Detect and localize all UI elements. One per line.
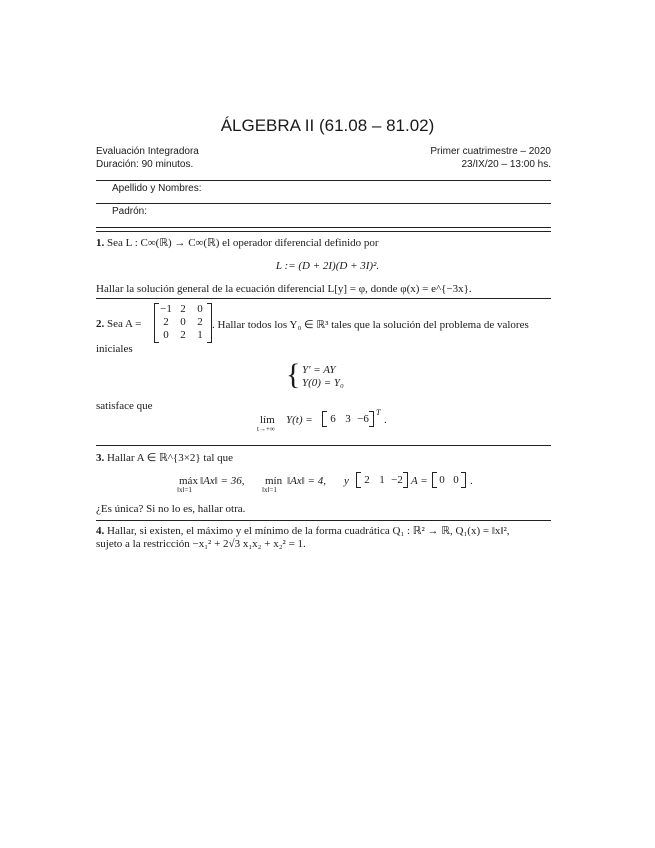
vector-entry: 1 <box>379 474 385 486</box>
divider <box>96 520 551 521</box>
exam-type: Evaluación Integradora <box>96 146 199 157</box>
divider <box>96 445 551 446</box>
matrix-cell: 0 <box>163 329 169 341</box>
problem-4-text: Hallar, si existen, el máximo y el mínimo de la forma cuadrática Q₁ : ℝ² → ℝ, Q₁(x) = ‖x‖², <box>107 525 510 537</box>
matrix-cell: 0 <box>180 316 186 328</box>
problem-1-text: Sea L : C∞(ℝ) → C∞(ℝ) el operador diferencial definido por <box>107 237 379 249</box>
system-brace: { <box>286 358 301 391</box>
problem-3-question: ¿Es única? Si no lo es, hallar otra. <box>96 503 246 515</box>
problem-2-number: 2. <box>96 318 105 330</box>
limit-operator: lím <box>260 414 275 426</box>
row-vector-1 <box>356 472 408 488</box>
problem-1-intro <box>96 236 379 249</box>
vector-entry: 2 <box>364 474 370 486</box>
problem-1-number: 1. <box>96 237 105 249</box>
matrix-cell: −1 <box>160 303 172 315</box>
page-title: ÁLGEBRA II (61.08 – 81.02) <box>220 116 435 135</box>
row-vector-2 <box>432 472 466 488</box>
problem-4-line-2: sujeto a la restricción −x₁² + 2√3 x₁x₂ + x₂² = 1. <box>96 538 306 550</box>
problem-2-intro <box>96 318 141 330</box>
problem-1-task: Hallar la solución general de la ecuación diferencial L[y] = φ, donde φ(x) = e^{−3x}. <box>96 283 472 295</box>
id-field-label: Padrón: <box>112 206 148 217</box>
exam-term: Primer cuatrimestre – 2020 <box>430 146 551 157</box>
problem-3-text: Hallar A ∈ ℝ^{3×2} tal que <box>107 452 234 464</box>
problem-1-equation: L := (D + 2I)(D + 3I)². <box>275 260 380 272</box>
matrix-cell: 0 <box>197 303 203 315</box>
matrix-cell: 2 <box>180 329 186 341</box>
divider <box>96 231 551 232</box>
matrix-a <box>154 303 212 343</box>
min-operator: mín <box>265 475 283 487</box>
problem-3-intro <box>96 451 233 464</box>
divider <box>96 298 551 299</box>
vector-entry: 0 <box>439 474 445 486</box>
matrix-cell: 2 <box>163 316 169 328</box>
conjunction: y <box>344 475 349 487</box>
max-subscript: ‖x‖=1 <box>177 486 192 494</box>
problem-2-sea: Sea A = <box>107 318 142 330</box>
name-field-label: Apellido y Nombres: <box>112 183 202 194</box>
limit-subscript: t→+∞ <box>257 425 275 433</box>
divider <box>96 180 551 181</box>
max-expression: ‖Ax‖ = 36, <box>200 475 245 487</box>
exam-date: 23/IX/20 – 13:00 hs. <box>461 159 551 170</box>
limit-vector <box>322 411 374 427</box>
problem-4-line-1 <box>96 524 510 537</box>
min-subscript: ‖x‖=1 <box>262 486 277 494</box>
matrix-cell: 2 <box>180 303 186 315</box>
vector-entry: −2 <box>391 474 403 486</box>
divider <box>96 227 551 228</box>
max-operator: máx <box>179 475 198 487</box>
vector-entry: 6 <box>330 413 336 425</box>
matrix-cell: 2 <box>197 316 203 328</box>
system-eq-1: Y′ = AY <box>302 364 336 376</box>
equation-mid: A = <box>411 475 428 487</box>
vector-entry: 3 <box>345 413 351 425</box>
problem-2-task-cont: iniciales <box>96 343 133 355</box>
limit-expression: Y(t) = <box>286 414 313 426</box>
problem-2-satisface: satisface que <box>96 400 153 412</box>
exam-duration: Duración: 90 minutos. <box>96 159 194 170</box>
system-eq-2: Y(0) = Y₀ <box>302 377 344 389</box>
matrix-cell: 1 <box>197 329 203 341</box>
problem-2-task: . Hallar todos los Y₀ ∈ ℝ³ tales que la solución del problema de valores <box>212 319 529 331</box>
problem-4-number: 4. <box>96 525 105 537</box>
min-expression: ‖Ax‖ = 4, <box>287 475 326 487</box>
transpose-mark: T <box>376 408 381 417</box>
limit-end: . <box>384 414 387 426</box>
vector-entry: −6 <box>357 413 369 425</box>
problem-3-number: 3. <box>96 452 105 464</box>
divider <box>96 203 551 204</box>
equation-end: . <box>470 475 473 487</box>
vector-entry: 0 <box>453 474 459 486</box>
